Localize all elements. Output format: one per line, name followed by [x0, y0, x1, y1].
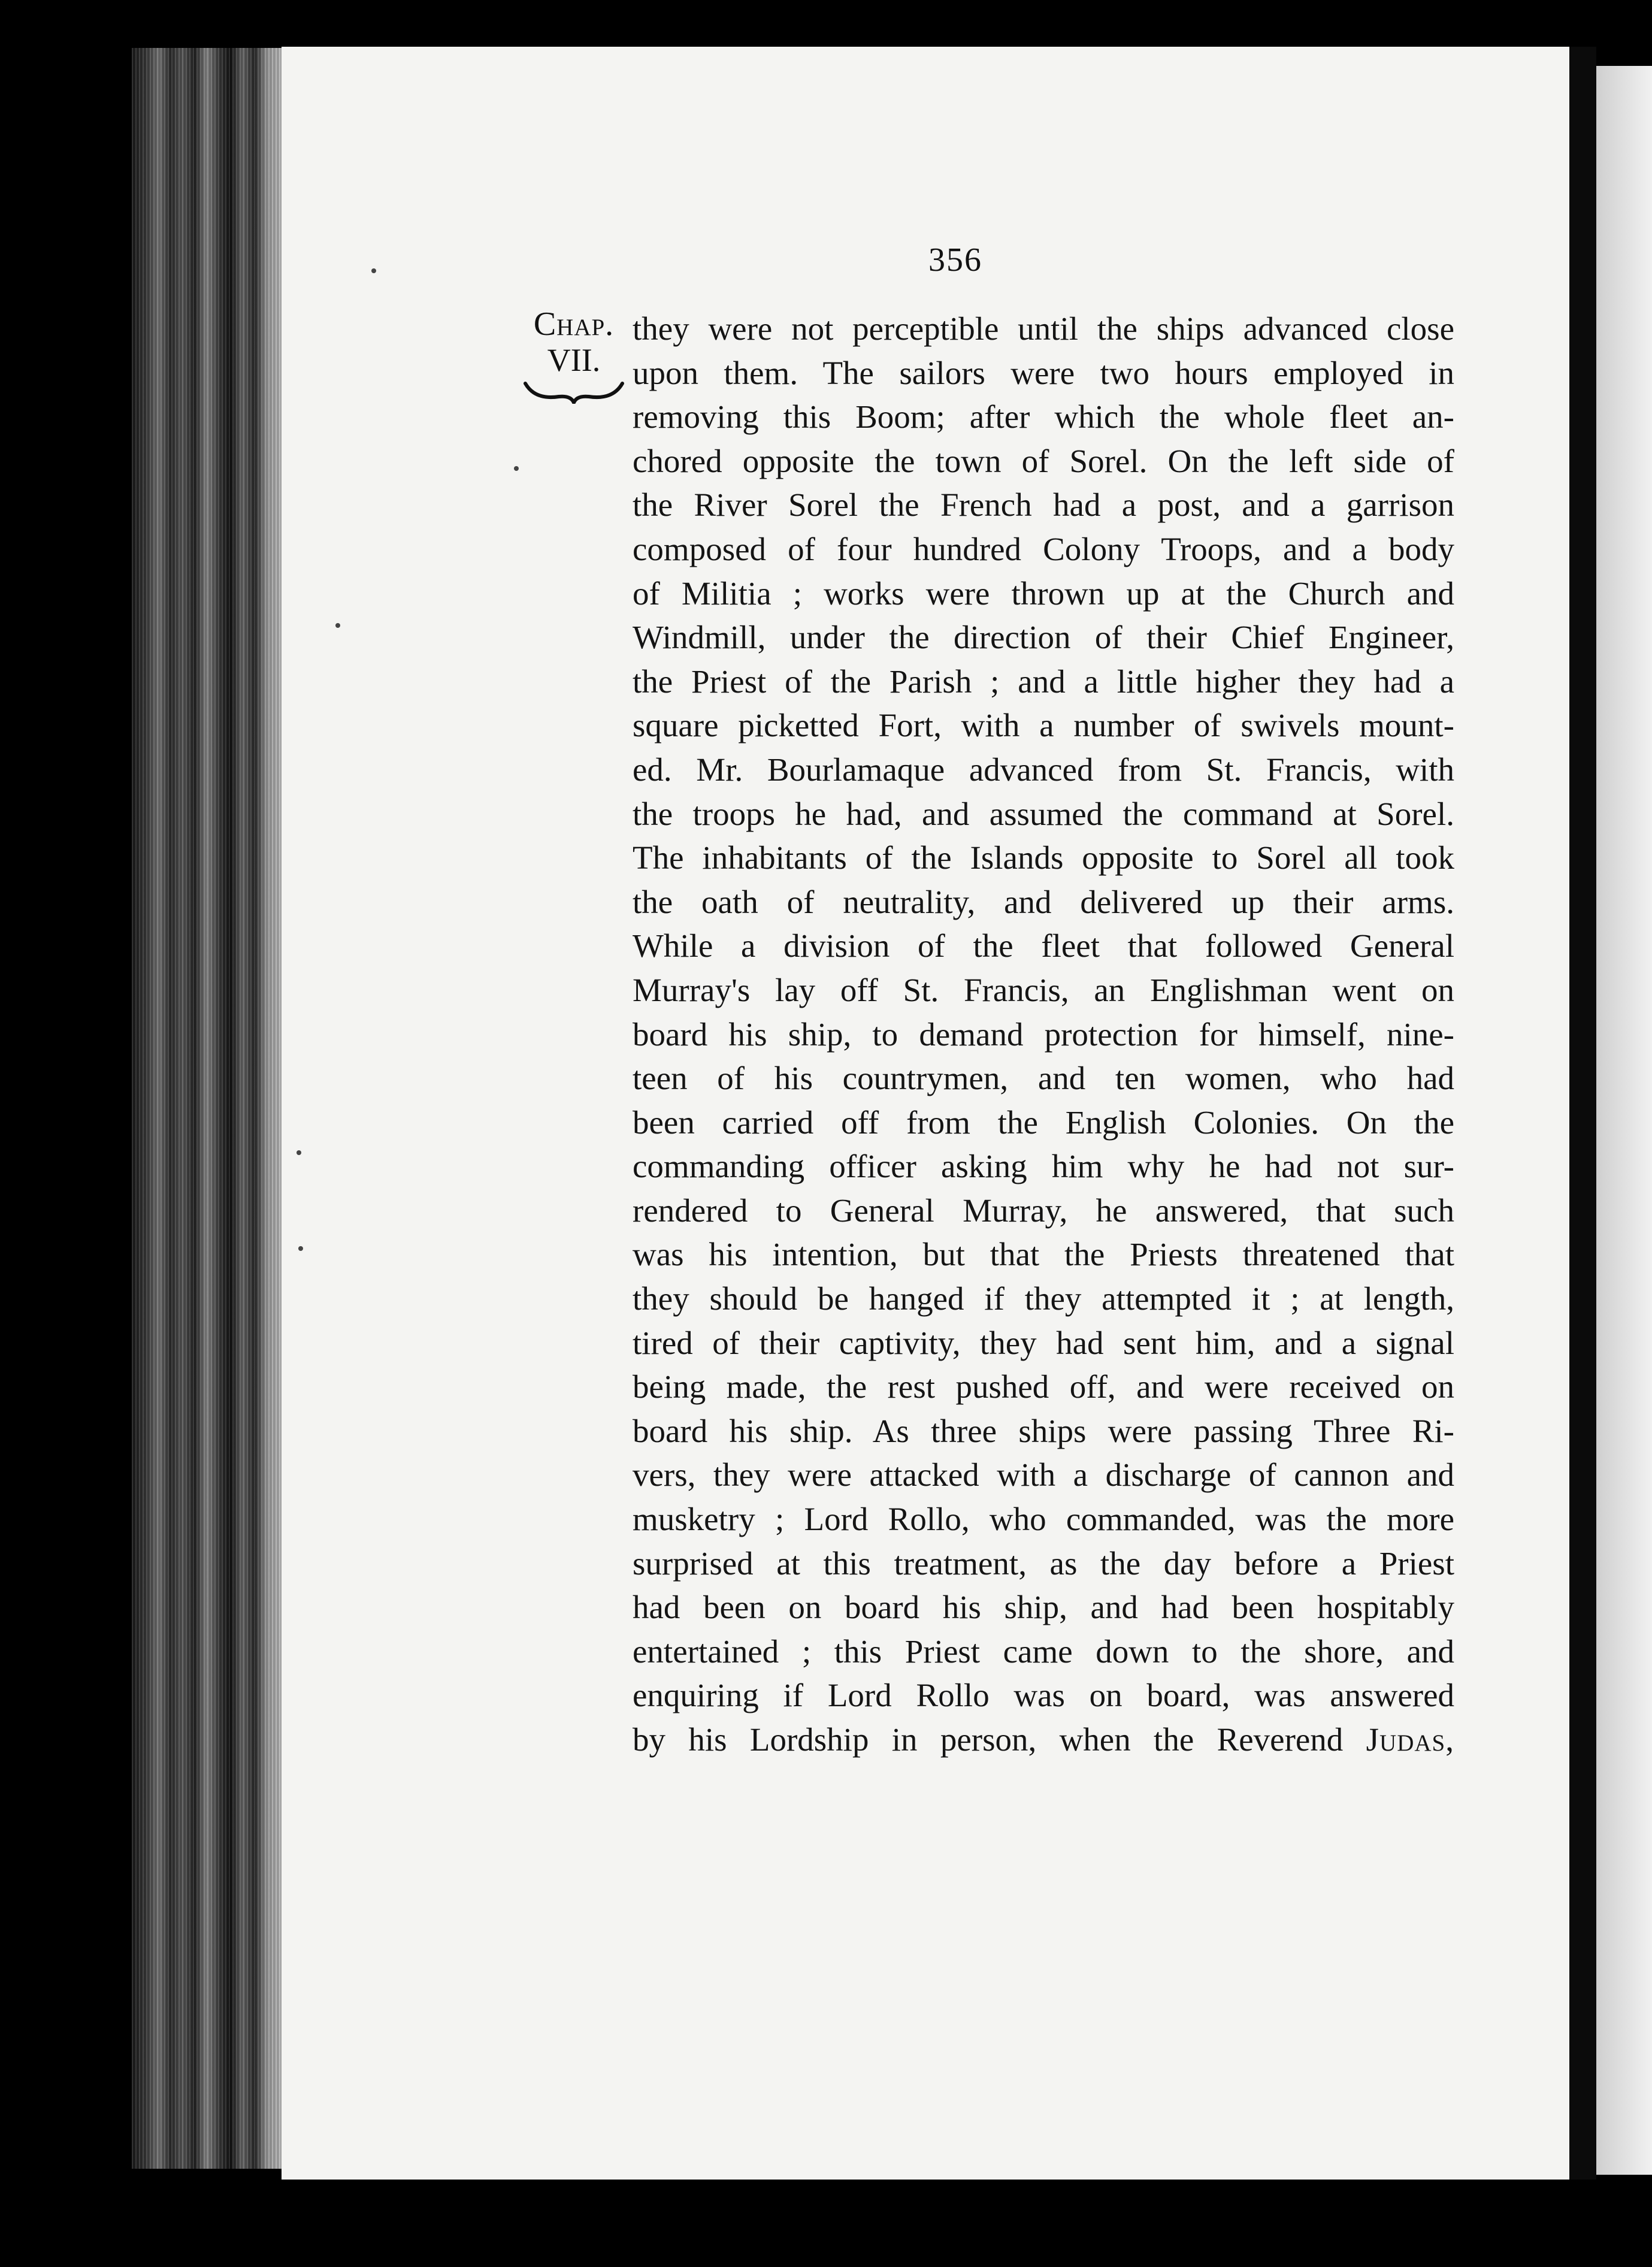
chapter-marker [514, 306, 634, 404]
text-line: had been on board his ship, and had been hospitably [633, 1589, 1454, 1626]
scan-speck [371, 268, 376, 273]
text-line: musketry ; Lord Rollo, who commanded, was the more [633, 1501, 1454, 1538]
chapter-number: VII. [547, 342, 601, 378]
text-line: removing this Boom; after which the whole fleet an- [633, 398, 1454, 436]
text-line: chored opposite the town of Sorel. On the left side of [633, 442, 1454, 479]
page-number: 356 [928, 241, 982, 279]
text-line: they should be hanged if they attempted it ; at length, [633, 1280, 1454, 1317]
text-line: square picketted Fort, with a number of swivels mount- [633, 707, 1454, 744]
text-line: ed. Mr. Bourlamaque advanced from St. Francis, with [633, 751, 1454, 788]
book-page-edges [132, 48, 282, 2169]
text-line: surprised at this treatment, as the day before a Priest [633, 1544, 1454, 1582]
text-line: been carried off from the English Colonies. On the [633, 1104, 1454, 1141]
text-line: board his ship. As three ships were passing Three Ri- [633, 1412, 1454, 1449]
text-line: composed of four hundred Colony Troops, and a body [633, 530, 1454, 567]
last-line-text: by his Lordship in person, when the Reverend [633, 1721, 1344, 1758]
text-line: commanding officer asking him why he had not sur- [633, 1148, 1454, 1185]
text-line: teen of his countrymen, and ten women, who had [633, 1060, 1454, 1097]
text-line: entertained ; this Priest came down to the shore, and [633, 1633, 1454, 1670]
body-text [633, 307, 1454, 1762]
chapter-brace-ornament [523, 380, 625, 404]
text-line: board his ship, to demand protection for himself, nine- [633, 1015, 1454, 1053]
text-line: Windmill, under the direction of their Chief Engineer, [633, 619, 1454, 656]
text-line: vers, they were attacked with a discharge of cannon and [633, 1456, 1454, 1494]
text-line: The inhabitants of the Islands opposite to Sorel all took [633, 839, 1454, 876]
text-line: they were not perceptible until the ships advanced close [633, 310, 1454, 347]
facing-page-edge [1596, 66, 1652, 2175]
emphasized-name: Judas, [1366, 1721, 1454, 1758]
text-line: the Priest of the Parish ; and a little higher they had a [633, 663, 1454, 700]
gutter-shadow [1569, 47, 1596, 2180]
scan-speck [296, 1150, 301, 1155]
text-line: rendered to General Murray, he answered, that such [633, 1192, 1454, 1229]
text-line: the oath of neutrality, and delivered up their arms. [633, 883, 1454, 920]
text-line: being made, the rest pushed off, and were received on [633, 1368, 1454, 1405]
text-line: upon them. The sailors were two hours employed in [633, 354, 1454, 391]
scan-speck [298, 1246, 303, 1251]
text-line: enquiring if Lord Rollo was on board, was answered [633, 1677, 1454, 1714]
text-line: the troops he had, and assumed the command at Sorel. [633, 795, 1454, 832]
text-line: tired of their captivity, they had sent him, and a signal [633, 1324, 1454, 1361]
text-line: of Militia ; works were thrown up at the Church and [633, 575, 1454, 612]
scan-speck [514, 466, 519, 471]
text-line-last [633, 1718, 1454, 1762]
scan-speck [335, 623, 340, 628]
text-line: Murray's lay off St. Francis, an Englishman went on [633, 971, 1454, 1008]
text-line: the River Sorel the French had a post, and a garrison [633, 486, 1454, 524]
text-line: While a division of the fleet that followed General [633, 927, 1454, 965]
chapter-label: Chap. [533, 306, 615, 343]
text-line: was his intention, but that the Priests threatened that [633, 1236, 1454, 1273]
